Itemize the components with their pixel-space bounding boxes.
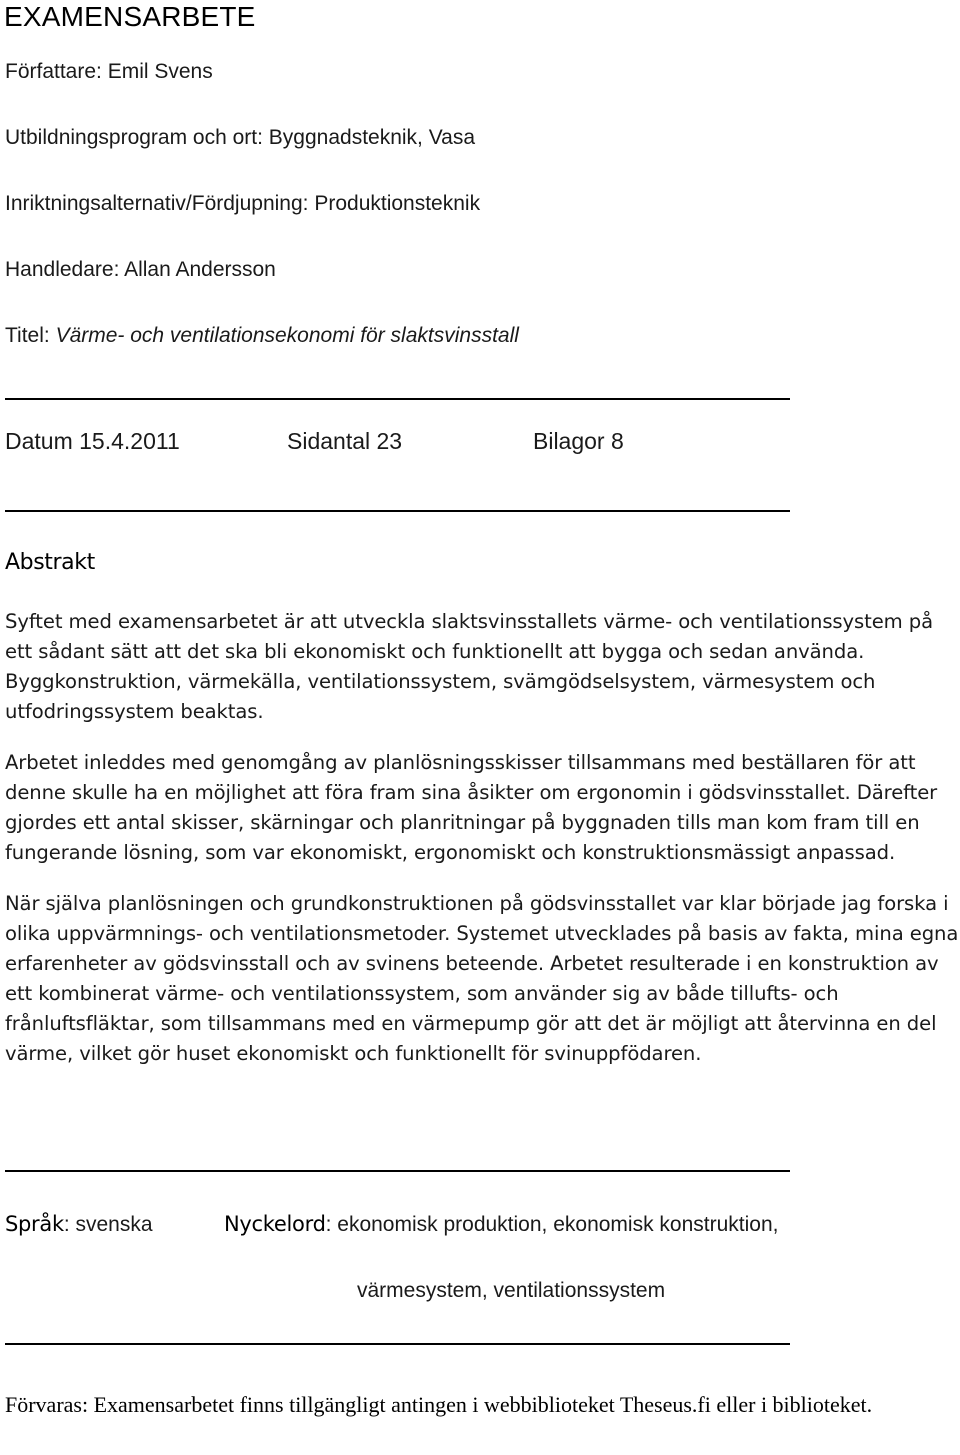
language-field	[5, 1209, 153, 1240]
divider-line	[5, 1343, 790, 1345]
thesis-title-value: Värme- och ventilationsekonomi för slaktsvinsstall	[55, 324, 519, 347]
storage-note: Förvaras: Examensarbetet finns tillgängligt antingen i webbiblioteket Theseus.fi eller i biblioteket.	[5, 1392, 873, 1417]
abstract-paragraph: Syftet med examensarbetet är att utveckla slaktsvinsstallets värme- och ventilationssystem på ett sådant sätt att det ska bli ekonomiskt och funktionellt att bygga och sedan använda. Byggkonstruktion, värmekälla, ventilationssystem, svämgödselsystem, värmesystem och utfodringssystem beaktas.	[5, 610, 934, 723]
page-count-field: Sidantal 23	[287, 428, 403, 454]
thesis-title-field	[5, 322, 519, 350]
specialization-field: Inriktningsalternativ/Fördjupning: Produktionsteknik	[5, 192, 481, 215]
divider-line	[5, 510, 790, 512]
keywords-continuation: värmesystem, ventilationssystem	[357, 1279, 666, 1302]
abstract-body	[5, 607, 960, 1090]
abstract-heading: Abstrakt	[5, 550, 95, 575]
abstract-paragraph: Arbetet inleddes med genomgång av planlösningsskisser tillsammans med beställaren för att denne skulle ha en möjlighet att föra fram sina åsikter om ergonomin i gödsvinsstallet. Därefter gjordes ett antal skisser, skärningar och planritningar på byggnaden tills man kom fram till en fungerande lösning, som var ekonomiskt, ergonomiskt och konstruktionsmässigt anpassad.	[5, 751, 938, 864]
thesis-title-label: Titel:	[5, 324, 56, 347]
divider-line	[5, 398, 790, 400]
keywords-value: : ekonomisk produktion, ekonomisk konstruktion,	[325, 1213, 779, 1236]
abstract-paragraph: När själva planlösningen och grundkonstruktionen på gödsvinsstallet var klar började jag forska i olika uppvärmnings- och ventilationsmetoder. Systemet utvecklades på basis av fakta, mina egna erfarenheter av gödsvinsstall och av svinens beteende. Arbetet resulterade i en konstruktion av ett kombinerat värme- och ventilationssystem, som använder sig av både tillufts- och frånluftsfläktar, som tillsammans med en värmepump gör att det är möjligt att återvinna en del värme, vilket gör huset ekonomiskt och funktionellt för svinuppfödaren.	[5, 892, 959, 1065]
keywords-label: Nyckelord	[224, 1212, 326, 1236]
appendix-count-field: Bilagor 8	[533, 428, 624, 454]
date-field: Datum 15.4.2011	[5, 428, 180, 454]
program-field: Utbildningsprogram och ort: Byggnadsteknik, Vasa	[5, 126, 476, 149]
language-label: Språk	[5, 1212, 64, 1236]
supervisor-field: Handledare: Allan Andersson	[5, 258, 276, 281]
document-title: EXAMENSARBETE	[4, 1, 256, 32]
language-value: : svenska	[63, 1213, 153, 1236]
divider-line	[5, 1170, 790, 1172]
keywords-field	[224, 1209, 778, 1240]
author-field: Författare: Emil Svens	[5, 60, 213, 83]
